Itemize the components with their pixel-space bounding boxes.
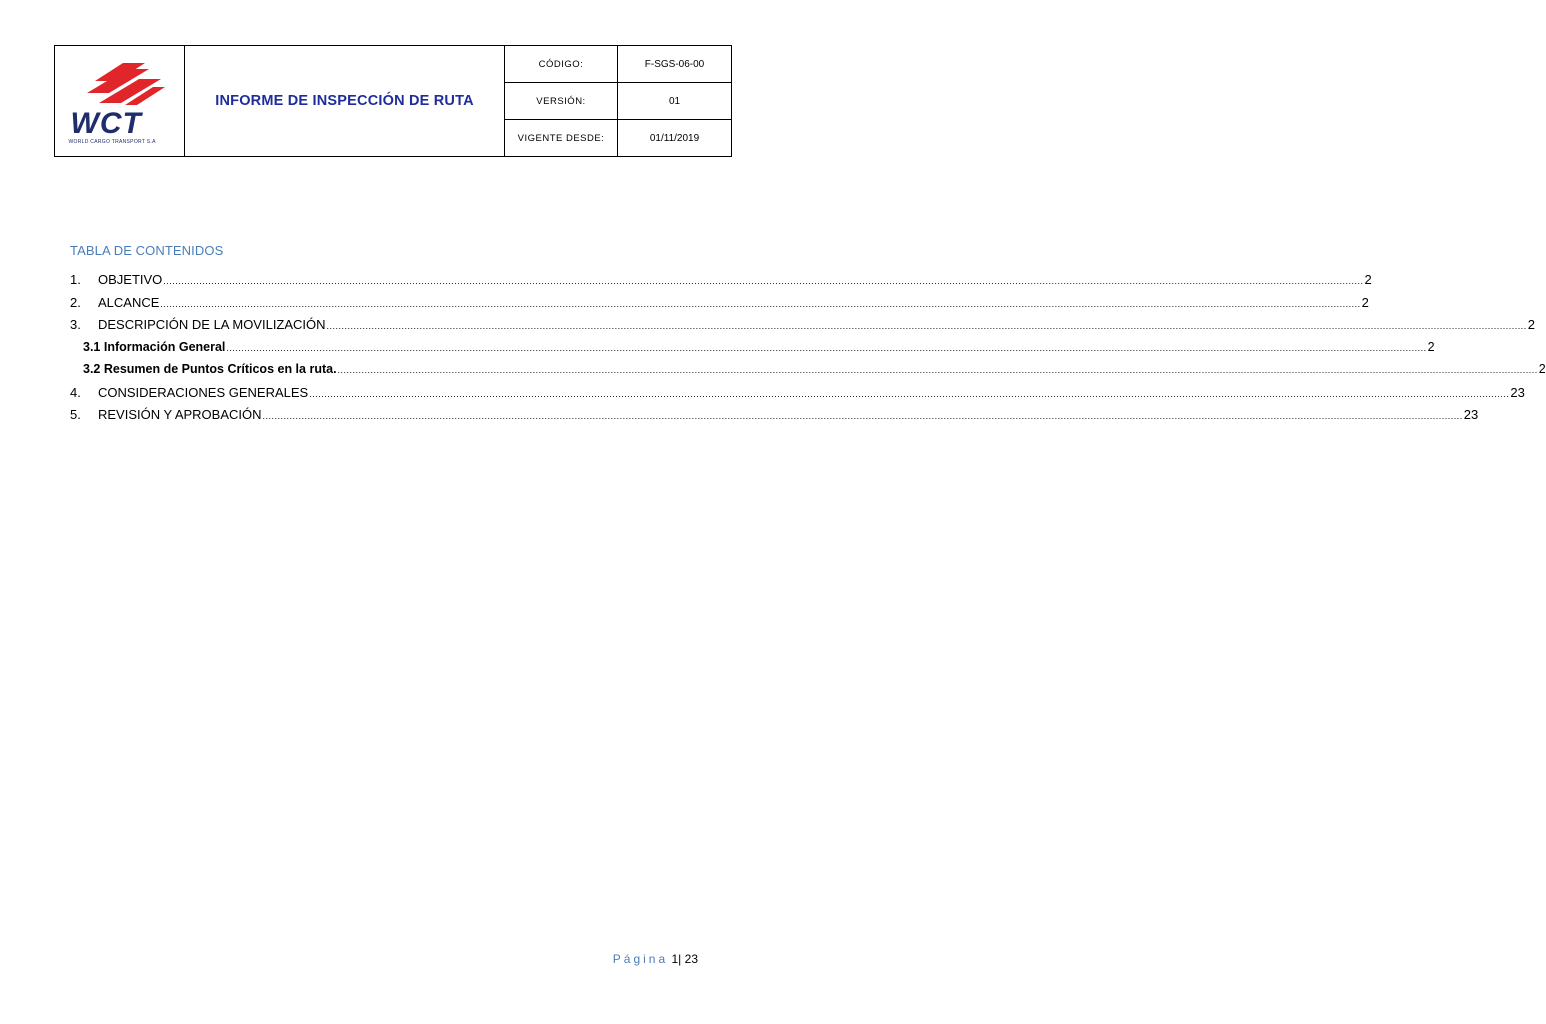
- toc-entry-consideraciones[interactable]: [70, 384, 1525, 408]
- toc-leader-dots: ................................................................................................................................................................................................................................................................................................................................................................................................................: [226, 342, 1427, 353]
- table-of-contents: [70, 272, 1546, 430]
- toc-entry-informacion-general[interactable]: [70, 339, 1435, 363]
- toc-leader-dots: ................................................................................................................................................................................................................................................................................................................................................................................................................: [337, 365, 1538, 375]
- toc-leader-dots: ................................................................................................................................................................................................................................................................................................................................................................................................................: [160, 298, 1361, 309]
- toc-leader-dots: ................................................................................................................................................................................................................................................................................................................................................................................................................: [326, 321, 1527, 331]
- toc-entry-page: 2: [1361, 294, 1369, 310]
- valid-from-label: VIGENTE DESDE:: [505, 120, 618, 157]
- toc-leader-dots: ................................................................................................................................................................................................................................................................................................................................................................................................................: [262, 411, 1463, 421]
- logo-subtext: WORLD CARGO TRANSPORT S.A: [68, 139, 156, 145]
- toc-entry-page: 2: [1538, 362, 1546, 376]
- toc-entry-title: ALCANCE: [98, 294, 160, 310]
- logo-cell: [55, 46, 185, 157]
- toc-leader-dots: ................................................................................................................................................................................................................................................................................................................................................................................................................: [163, 276, 1364, 286]
- toc-entry-page: 2: [1527, 317, 1535, 332]
- page-footer: [613, 952, 698, 966]
- toc-heading: TABLA DE CONTENIDOS: [70, 243, 224, 258]
- toc-entry-title: CONSIDERACIONES GENERALES: [98, 384, 309, 400]
- toc-entry-page: 23: [1463, 407, 1479, 422]
- page-total: 23: [684, 952, 698, 966]
- version-value: 01: [618, 83, 732, 120]
- page-word: Página: [612, 952, 669, 966]
- version-label: VERSIÓN:: [505, 83, 618, 120]
- toc-leader-dots: ................................................................................................................................................................................................................................................................................................................................................................................................................: [309, 388, 1510, 399]
- page-current: 1: [671, 952, 679, 966]
- logo-wordmark: WCT: [70, 107, 142, 140]
- code-value: F-SGS-06-00: [618, 46, 732, 83]
- toc-entry-page: 2: [1364, 272, 1372, 287]
- toc-entry-title: 3.2 Resumen de Puntos Críticos en la ruta.: [83, 362, 337, 376]
- page-separator: |: [678, 952, 682, 966]
- toc-entry-page: 23: [1510, 384, 1525, 400]
- toc-entry-title: REVISIÓN Y APROBACIÓN: [98, 407, 262, 422]
- toc-entry-puntos-criticos[interactable]: [70, 362, 1546, 385]
- toc-entry-descripcion[interactable]: [70, 317, 1535, 340]
- toc-entry-title: DESCRIPCIÓN DE LA MOVILIZACIÓN: [98, 317, 326, 332]
- toc-entry-alcance[interactable]: [70, 294, 1369, 318]
- toc-entry-number: 4.: [70, 384, 81, 400]
- toc-entry-revision[interactable]: [70, 407, 1479, 430]
- toc-entry-number: 3.: [70, 317, 81, 332]
- toc-entry-number: 1.: [70, 272, 81, 287]
- toc-entry-page: 2: [1427, 339, 1435, 354]
- document-title: INFORME DE INSPECCIÓN DE RUTA: [215, 93, 474, 109]
- toc-entry-number: 5.: [70, 407, 81, 422]
- code-label: CÓDIGO:: [505, 46, 618, 83]
- company-logo: [65, 53, 175, 149]
- document-header-table: [54, 45, 732, 157]
- toc-entry-title: 3.1 Información General: [83, 339, 226, 354]
- title-cell: [185, 46, 505, 157]
- toc-entry-objetivo[interactable]: [70, 272, 1372, 295]
- toc-entry-title: OBJETIVO: [98, 272, 163, 287]
- valid-from-value: 01/11/2019: [618, 120, 732, 157]
- toc-entry-number: 2.: [70, 294, 81, 310]
